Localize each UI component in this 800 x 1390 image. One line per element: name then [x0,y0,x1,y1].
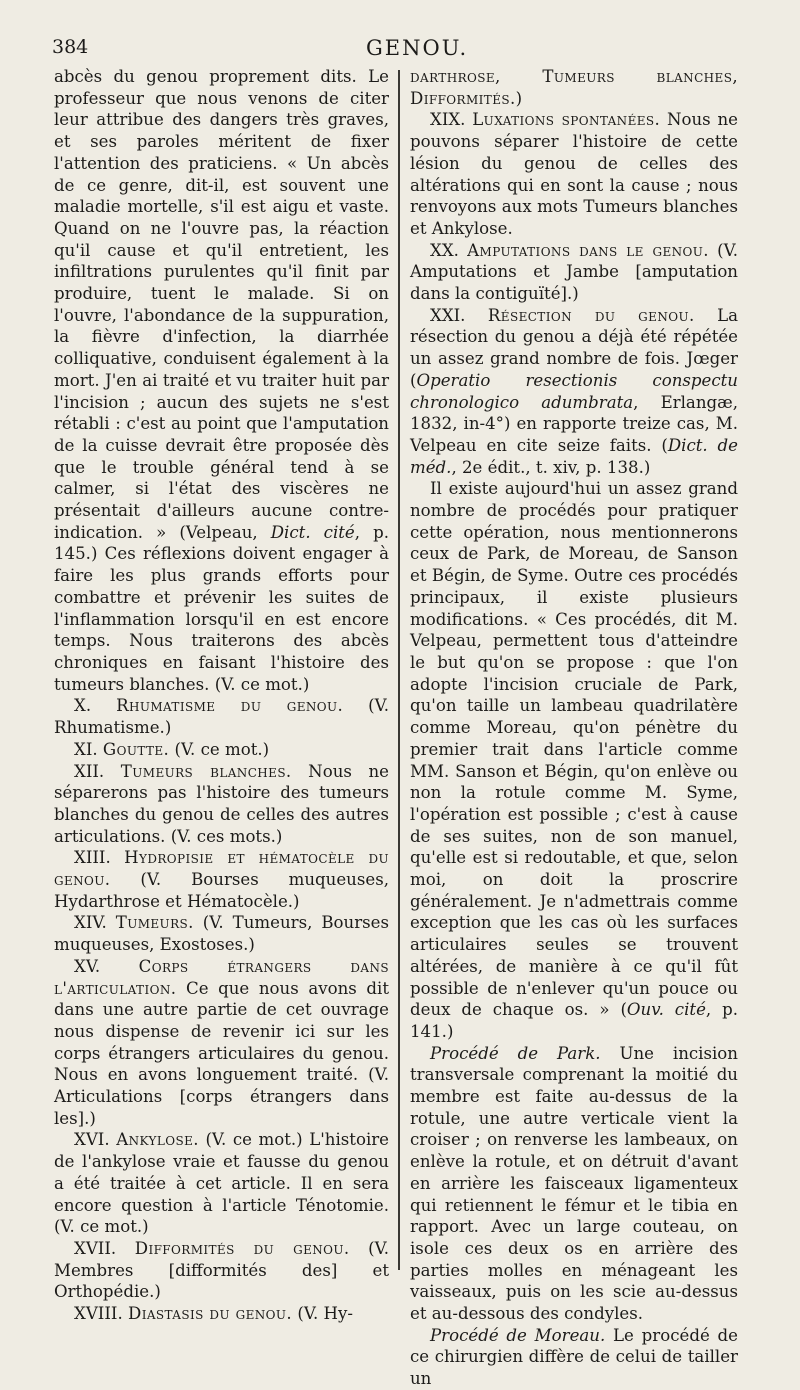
section-heading: Difformités du genou. [134,1238,350,1258]
section-heading: Corps étrangers dans l'articulation. [54,956,389,998]
section-heading: Tumeurs blanches. [120,761,292,781]
paragraph-procedes: Il existe aujourd'hui un assez grand nombre de procédés pour pratiquer cette opération, nous mentionnerons ceux de Park, de Moreau, de Sanson et Bégin, de Syme. Outre ces procédés principaux, il existe plusieurs modifications. « Ces procédés, dit M. Velpeau, permettent tous d'atteindre le but qu'on se propose : que l'on adopte l'incision cruciale de Park, qu'on taille un lambeau quadrilatère comme Moreau, qu'on pénètre du premier trait dans l'article comme MM. Sanson et Bégin, qu'on enlève ou non la rotule comme M. Syme, l'opération est possible ; c'est à cause de ses suites, non de son manuel, qu'elle est si redoutable, et que, selon moi, on doit la proscrire généralement. Je n'admettrais comme exception que les cas où les surfaces articulaires seules se trouvent altérées, de manière à ce qu'il fût possible de n'enlever qu'un pouce ou deux de chaque os. » (Ouv. cité, p. 141.) [410,479,738,1041]
paragraph-abces: abcès du genou proprement dits. Le professeur que nous venons de citer leur attribue des dangers très graves, et ses paroles méritent de fixer l'attention des praticiens. « Un abcès de ce genre, dit-il, est souvent une maladie mortelle, s'il est aigu et vaste. Quand on ne l'ouvre pas, la réaction qu'il cause et qu'il entretient, les infiltrations purulentes qu'il finit par produire, tuent le malade. Si on l'ouvre, l'abondance de la suppuration, la fièvre d'infection, la diarrhée colliquative, conduisent également à la mort. J'en ai traité et vu traiter huit par l'incision ; aucun des sujets ne s'est rétabli : c'est au point que l'amputation de la cuisse devrait être proposée dès que le trouble général tend à se calmer, si l'état des viscères ne présentait d'ailleurs aucune contre-indication. » (Velpeau, Dict. cité, p. 145.) Ces réflexions doivent engager à faire les plus grands efforts pour combattre et prévenir les suites de l'inflammation lorsqu'il en est encore temps. Nous traiterons des abcès chroniques en faisant l'histoire des tumeurs blanches. (V. ce mot.) [54,67,390,694]
continuation-line: darthrose, Tumeurs blanches, Difformités.) [410,67,738,108]
right-column [410,66,738,1390]
section-xiv: XIV. Tumeurs. (V. Tumeurs, Bourses muqueuses, Exostoses.) [54,913,390,955]
section-xv: XV. Corps étrangers dans l'articulation. Ce que nous avons dit dans une autre partie de cet ouvrage nous dispense de revenir ici sur les corps étrangers articulaires du genou. Nous en avons longuement traité. (V. Articulations [corps étrangers dans les].) [54,956,389,1128]
section-xiii: XIII. Hydropisie et hématocèle du genou. (V. Bourses muqueuses, Hydarthrose et Hématocèle.) [54,848,389,911]
section-xi: XI. Goutte. (V. ce mot.) [74,739,270,759]
page-header [52,36,788,66]
column-divider [398,70,400,1270]
section-heading: Ankylose. [116,1130,199,1150]
paragraph-park: Procédé de Park. Une incision transversale comprenant la moitié du membre est faite au-dessus de la rotule, une autre verticale vient la croiser ; on renverse les lambeaux, on enlève la rotule, et on détruit d'avant en arrière les faisceaux ligamenteux qui retiennent le fémur et le tibia en rapport. Avec un large couteau, on isole ces deux os en arrière des parties molles en ménageant les vaisseaux, puis on les scie au-dessus et au-dessous des condyles. [410,1043,738,1324]
section-heading: Rhumatisme du genou. [116,696,344,716]
procedure-heading: Procédé de Park. [430,1043,601,1063]
section-heading: Diastasis du genou. [128,1304,293,1324]
procedure-heading: Procédé de Moreau. [430,1325,606,1345]
section-xxi: XXI. Résection du genou. La résection du genou a déjà été répétée un assez grand nombre de fois. Jœger (Operatio resectionis conspectu chronologico adumbrata, Erlangæ, 1832, in-4°) en rapporte treize cas, M. Velpeau en cite seize faits. (Dict. de méd., 2e édit., t. xiv, p. 138.) [410,305,738,477]
section-xvi: XVI. Ankylose. (V. ce mot.) L'histoire de l'ankylose vraie et fausse du genou a été traitée à cet article. Il en sera encore question à l'article Ténotomie. (V. ce mot.) [54,1130,389,1237]
section-heading: Hydropisie et hématocèle du genou. [54,848,389,890]
section-heading: Luxations spontanées. [472,110,661,130]
section-heading: Résection du genou. [487,305,695,325]
paragraph-moreau: Procédé de Moreau. Le procédé de ce chirurgien diffère de celui de tailler un [410,1325,738,1389]
section-xii: XII. Tumeurs blanches. Nous ne séparerons pas l'histoire des tumeurs blanches du genou de celles des autres articulations. (V. ces mots.) [54,761,389,846]
section-xvii: XVII. Difformités du genou. (V. Membres [difformités des] et Orthopédie.) [54,1238,389,1302]
section-heading: Goutte. [102,739,170,759]
section-x: X. Rhumatisme du genou. (V. Rhumatisme.) [54,696,389,738]
section-heading: Amputations dans le genou. [467,240,709,260]
left-column [54,66,389,1325]
section-heading: Tumeurs. [115,913,194,933]
page-number: 384 [52,36,89,58]
running-title: GENOU. [366,36,469,60]
section-xix: XIX. Luxations spontanées. Nous ne pouvons séparer l'histoire de cette lésion du genou de celles des altérations qui en sont la cause ; nous renvoyons aux mots Tumeurs blanches et Ankylose. [410,110,738,238]
section-xx: XX. Amputations dans le genou. (V. Amputations et Jambe [amputation dans la contiguïté].) [410,240,738,304]
section-xviii: XVIII. Diastasis du genou. (V. Hy- [74,1304,353,1324]
